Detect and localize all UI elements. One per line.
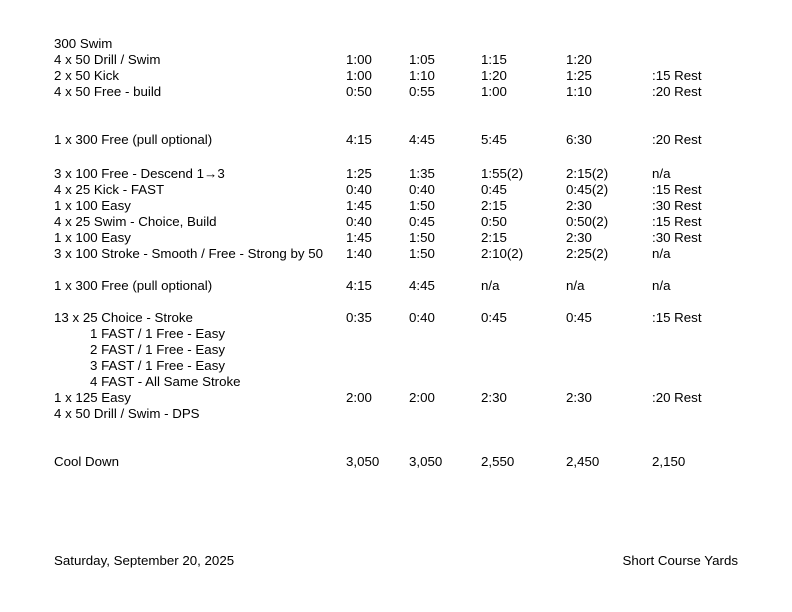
interval-col-1: 0:40 xyxy=(346,214,372,229)
interval-col-3: 2:30 xyxy=(481,390,507,405)
interval-col-3: 1:55(2) xyxy=(481,166,524,181)
row-description: 13 x 25 Choice - Stroke xyxy=(54,310,193,325)
interval-col-2: 0:40 xyxy=(409,182,435,197)
interval-col-1: 4:15 xyxy=(346,132,372,147)
rest-col: :30 Rest xyxy=(652,198,702,213)
interval-col-2: 1:50 xyxy=(409,198,435,213)
total-col-5: 2,150 xyxy=(652,454,686,469)
interval-col-3: 2:10(2) xyxy=(481,246,524,261)
interval-col-3: 0:45 xyxy=(481,182,507,197)
interval-col-4: 2:30 xyxy=(566,230,592,245)
workout-row xyxy=(0,214,792,230)
row-description: 1 FAST / 1 Free - Easy xyxy=(90,326,225,341)
footer-date: Saturday, September 20, 2025 xyxy=(54,553,235,568)
interval-col-2: 2:00 xyxy=(409,390,435,405)
interval-col-3: 1:15 xyxy=(481,52,507,67)
interval-col-4: 2:30 xyxy=(566,390,592,405)
workout-row xyxy=(0,198,792,214)
row-description: 3 FAST / 1 Free - Easy xyxy=(90,358,225,373)
rest-col: :20 Rest xyxy=(652,84,702,99)
interval-col-1: 1:45 xyxy=(346,198,372,213)
interval-col-2: 1:50 xyxy=(409,246,435,261)
interval-col-4: 0:50(2) xyxy=(566,214,609,229)
interval-col-4: 2:15(2) xyxy=(566,166,609,181)
interval-col-1: 0:40 xyxy=(346,182,372,197)
footer-course: Short Course Yards xyxy=(622,553,738,568)
rest-col: :30 Rest xyxy=(652,230,702,245)
workout-row xyxy=(0,36,792,52)
interval-col-2: 0:40 xyxy=(409,310,435,325)
row-description: 3 x 100 Stroke - Smooth / Free - Strong by 50 xyxy=(54,246,324,261)
workout-row xyxy=(0,278,792,294)
interval-col-2: 0:45 xyxy=(409,214,435,229)
interval-col-3: 1:00 xyxy=(481,84,507,99)
rest-col: :15 Rest xyxy=(652,310,702,325)
workout-row xyxy=(0,310,792,326)
interval-col-3: 1:20 xyxy=(481,68,507,83)
interval-col-1: 1:00 xyxy=(346,68,372,83)
rest-col: n/a xyxy=(652,246,671,261)
rest-col: n/a xyxy=(652,278,671,293)
interval-col-1: 0:35 xyxy=(346,310,372,325)
interval-col-3: 5:45 xyxy=(481,132,507,147)
interval-col-4: 0:45(2) xyxy=(566,182,609,197)
row-description: 1 x 125 Easy xyxy=(54,390,131,405)
interval-col-4: 0:45 xyxy=(566,310,592,325)
total-col-3: 2,550 xyxy=(481,454,515,469)
interval-col-2: 1:05 xyxy=(409,52,435,67)
workout-row xyxy=(0,358,792,374)
workout-row xyxy=(0,342,792,358)
interval-col-3: 2:15 xyxy=(481,198,507,213)
workout-row xyxy=(0,374,792,390)
workout-row xyxy=(0,230,792,246)
interval-col-1: 0:50 xyxy=(346,84,372,99)
row-description: 1 x 300 Free (pull optional) xyxy=(54,132,213,147)
rest-col: :15 Rest xyxy=(652,214,702,229)
row-description: 2 FAST / 1 Free - Easy xyxy=(90,342,225,357)
interval-col-4: n/a xyxy=(566,278,585,293)
rest-col: :15 Rest xyxy=(652,68,702,83)
interval-col-2: 0:55 xyxy=(409,84,435,99)
workout-row xyxy=(0,52,792,68)
interval-col-4: 1:25 xyxy=(566,68,592,83)
interval-col-1: 1:45 xyxy=(346,230,372,245)
rest-col: :20 Rest xyxy=(652,390,702,405)
workout-row xyxy=(0,68,792,84)
row-description: 4 x 50 Free - build xyxy=(54,84,162,99)
workout-row xyxy=(0,84,792,100)
interval-col-2: 4:45 xyxy=(409,278,435,293)
interval-col-1: 4:15 xyxy=(346,278,372,293)
rest-col: :15 Rest xyxy=(652,182,702,197)
interval-col-3: 0:50 xyxy=(481,214,507,229)
workout-row xyxy=(0,390,792,406)
interval-col-2: 4:45 xyxy=(409,132,435,147)
workout-row xyxy=(0,132,792,148)
row-description: 4 x 25 Swim - Choice, Build xyxy=(54,214,217,229)
interval-col-3: n/a xyxy=(481,278,500,293)
interval-col-1: 2:00 xyxy=(346,390,372,405)
row-description: 1 x 300 Free (pull optional) xyxy=(54,278,213,293)
row-description: 4 x 50 Drill / Swim xyxy=(54,52,161,67)
total-col-1: 3,050 xyxy=(346,454,380,469)
interval-col-3: 2:15 xyxy=(481,230,507,245)
row-description: 4 FAST - All Same Stroke xyxy=(90,374,241,389)
interval-col-1: 1:40 xyxy=(346,246,372,261)
rest-col: n/a xyxy=(652,166,671,181)
interval-col-4: 2:30 xyxy=(566,198,592,213)
interval-col-1: 1:25 xyxy=(346,166,372,181)
workout-row xyxy=(0,406,792,422)
interval-col-2: 1:35 xyxy=(409,166,435,181)
workout-row xyxy=(0,166,792,182)
row-description: 1 x 100 Easy xyxy=(54,230,131,245)
row-description: 4 x 25 Kick - FAST xyxy=(54,182,165,197)
row-description: 3 x 100 Free - Descend 1→3 xyxy=(54,166,225,181)
interval-col-2: 1:50 xyxy=(409,230,435,245)
row-description: 2 x 50 Kick xyxy=(54,68,120,83)
interval-col-4: 2:25(2) xyxy=(566,246,609,261)
row-description: 4 x 50 Drill / Swim - DPS xyxy=(54,406,200,421)
interval-col-4: 1:20 xyxy=(566,52,592,67)
row-description: Cool Down xyxy=(54,454,120,469)
interval-col-4: 6:30 xyxy=(566,132,592,147)
workout-row xyxy=(0,454,792,470)
workout-row xyxy=(0,182,792,198)
row-description: 300 Swim xyxy=(54,36,113,51)
row-description: 1 x 100 Easy xyxy=(54,198,131,213)
interval-col-1: 1:00 xyxy=(346,52,372,67)
workout-row xyxy=(0,246,792,262)
rest-col: :20 Rest xyxy=(652,132,702,147)
interval-col-3: 0:45 xyxy=(481,310,507,325)
total-col-2: 3,050 xyxy=(409,454,443,469)
workout-row xyxy=(0,326,792,342)
interval-col-2: 1:10 xyxy=(409,68,435,83)
interval-col-4: 1:10 xyxy=(566,84,592,99)
total-col-4: 2,450 xyxy=(566,454,600,469)
